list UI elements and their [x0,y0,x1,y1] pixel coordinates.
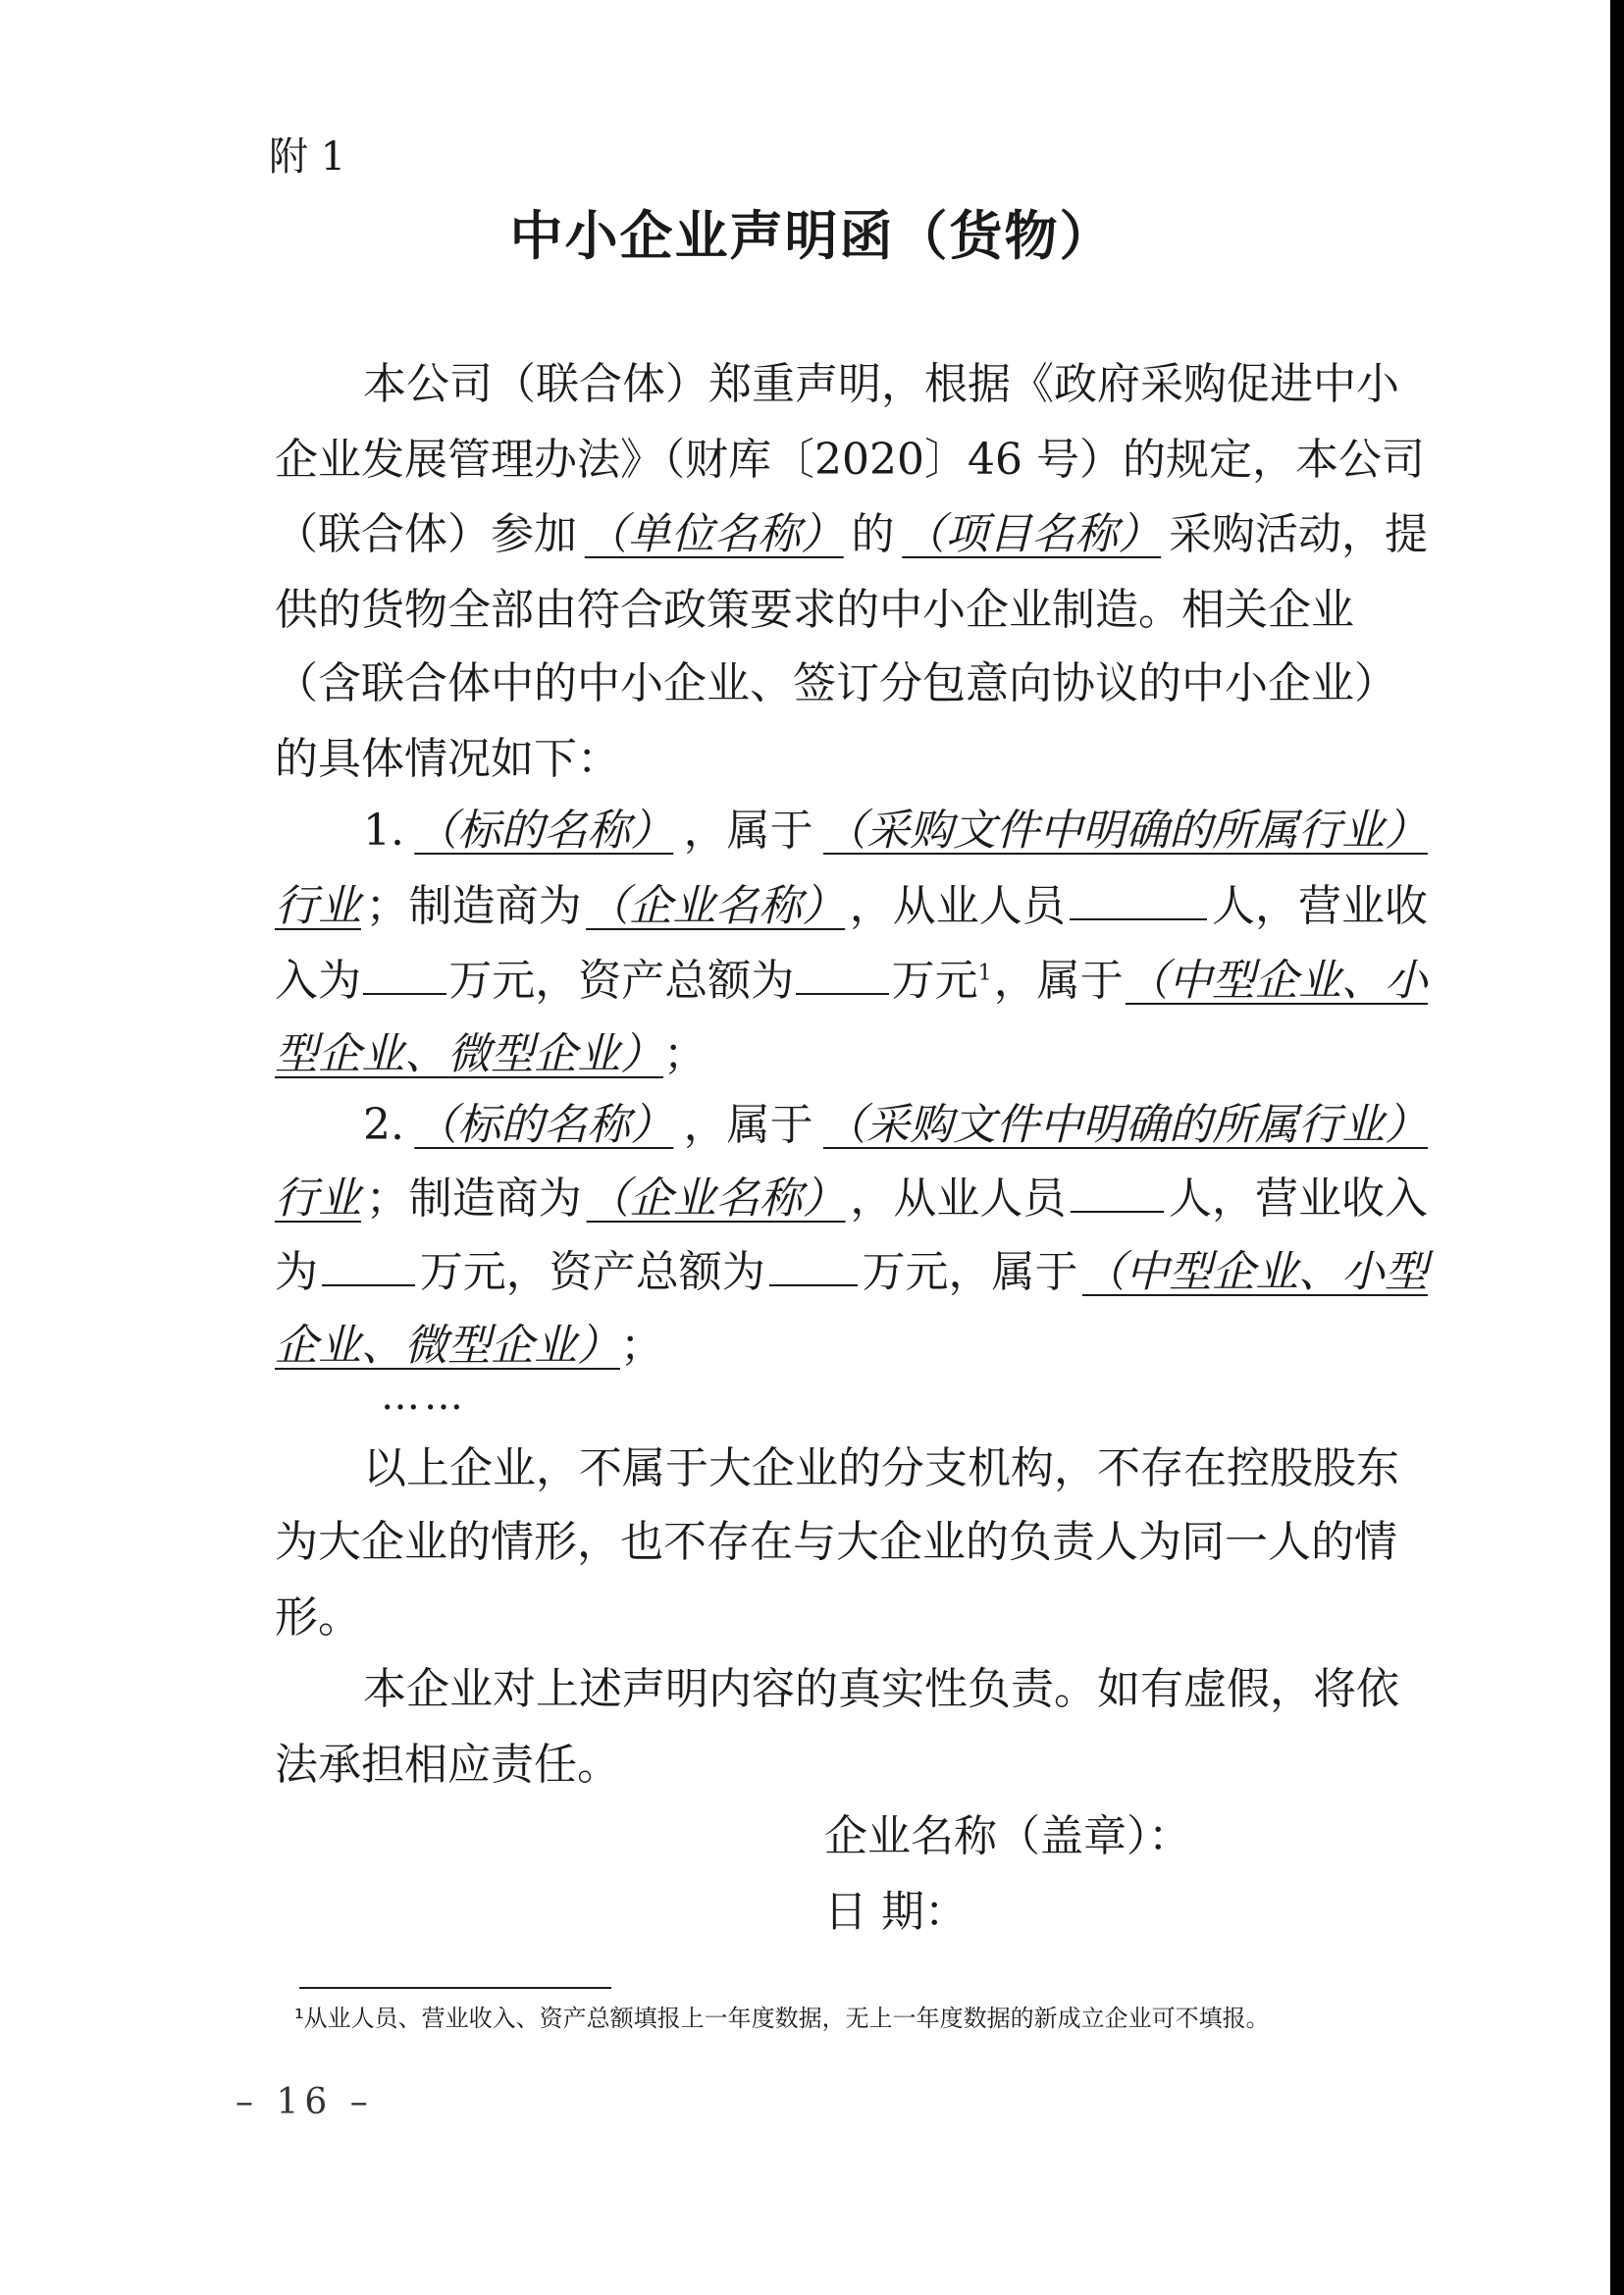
scan-edge [1610,0,1624,2295]
intro-line-1: 本公司（联合体）郑重声明，根据《政府采购促进中小 [363,359,1399,409]
item-2-line-1: 2. （标的名称） ，属于 （采购文件中明确的所属行业） [363,1089,1428,1152]
item-1-line-4: 型企业、微型企业） ； [275,1029,707,1079]
date-label: 日 期： [824,1887,968,1937]
page-title: 中小企业声明函（货物） [509,204,1115,267]
item-2-line-3: 为 万元，资产总额为 万元，属于 （中型企业、小型 [275,1236,1428,1299]
para3-line-1: 本企业对上述声明内容的真实性负责。如有虚假，将依 [363,1664,1399,1714]
revenue-blank [363,950,446,995]
industry-field: （采购文件中明确的所属行业） [822,806,1428,856]
assets-blank [769,1241,858,1286]
company-name-field: （企业名称） [586,1174,846,1224]
para2-line-2: 为大企业的情形，也不存在与大企业的负责人为同一人的情 [275,1517,1397,1567]
intro-line-5: （含联合体中的中小企业、签订分包意向协议的中小企业） [275,658,1397,708]
company-seal-label: 企业名称（盖章）： [824,1811,1191,1861]
company-name-field: （企业名称） [586,881,846,931]
item-1-line-1: 1. （标的名称） ，属于 （采购文件中明确的所属行业） [363,795,1428,858]
attachment-label: 附 1 [269,134,346,180]
item-1-line-2: 行业 ；制造商为 （企业名称） ，从业人员 人，营业收 [275,870,1428,933]
subject-name-field: （标的名称） [414,806,674,856]
footnote-divider [299,1987,611,1989]
para3-line-2: 法承担相应责任。 [275,1740,620,1790]
project-name-field: （项目名称） [902,509,1162,559]
staff-blank [1070,875,1207,920]
subject-name-field: （标的名称） [414,1100,674,1150]
item-1-line-3: 入为 万元，资产总额为 万元$^1$ ，属于 （中型企业、小 [275,945,1428,1008]
intro-line-3: （联合体）参加 （单位名称） 的 （项目名称） 采购活动，提 [275,498,1428,561]
unit-name-field: （单位名称） [584,509,844,559]
revenue-blank [322,1241,415,1286]
footnote: ¹从业人员、营业收入、资产总额填报上一年度数据，无上一年度数据的新成立企业可不填报。 [294,2005,1270,2032]
staff-blank [1071,1168,1164,1213]
page-number: – 16 – [236,2082,374,2122]
enterprise-size-field: （中型企业、小 [1125,956,1428,1006]
item-2-line-4: 企业、微型企业） ； [275,1321,663,1371]
industry-field: （采购文件中明确的所属行业） [822,1100,1428,1150]
para2-line-1: 以上企业，不属于大企业的分支机构，不存在控股股东 [363,1443,1399,1493]
intro-line-6: 的具体情况如下： [275,734,620,784]
enterprise-size-field: （中型企业、小型 [1081,1247,1428,1297]
item-2-line-2: 行业 ；制造商为 （企业名称） ，从业人员 人，营业收入 [275,1163,1428,1226]
assets-blank [796,950,889,995]
ellipsis: …… [381,1374,467,1419]
para2-line-3: 形。 [275,1592,361,1643]
intro-line-4: 供的货物全部由符合政策要求的中小企业制造。相关企业 [275,585,1354,635]
intro-line-2: 企业发展管理办法》（财库〔2020〕46 号）的规定，本公司 [275,435,1425,485]
